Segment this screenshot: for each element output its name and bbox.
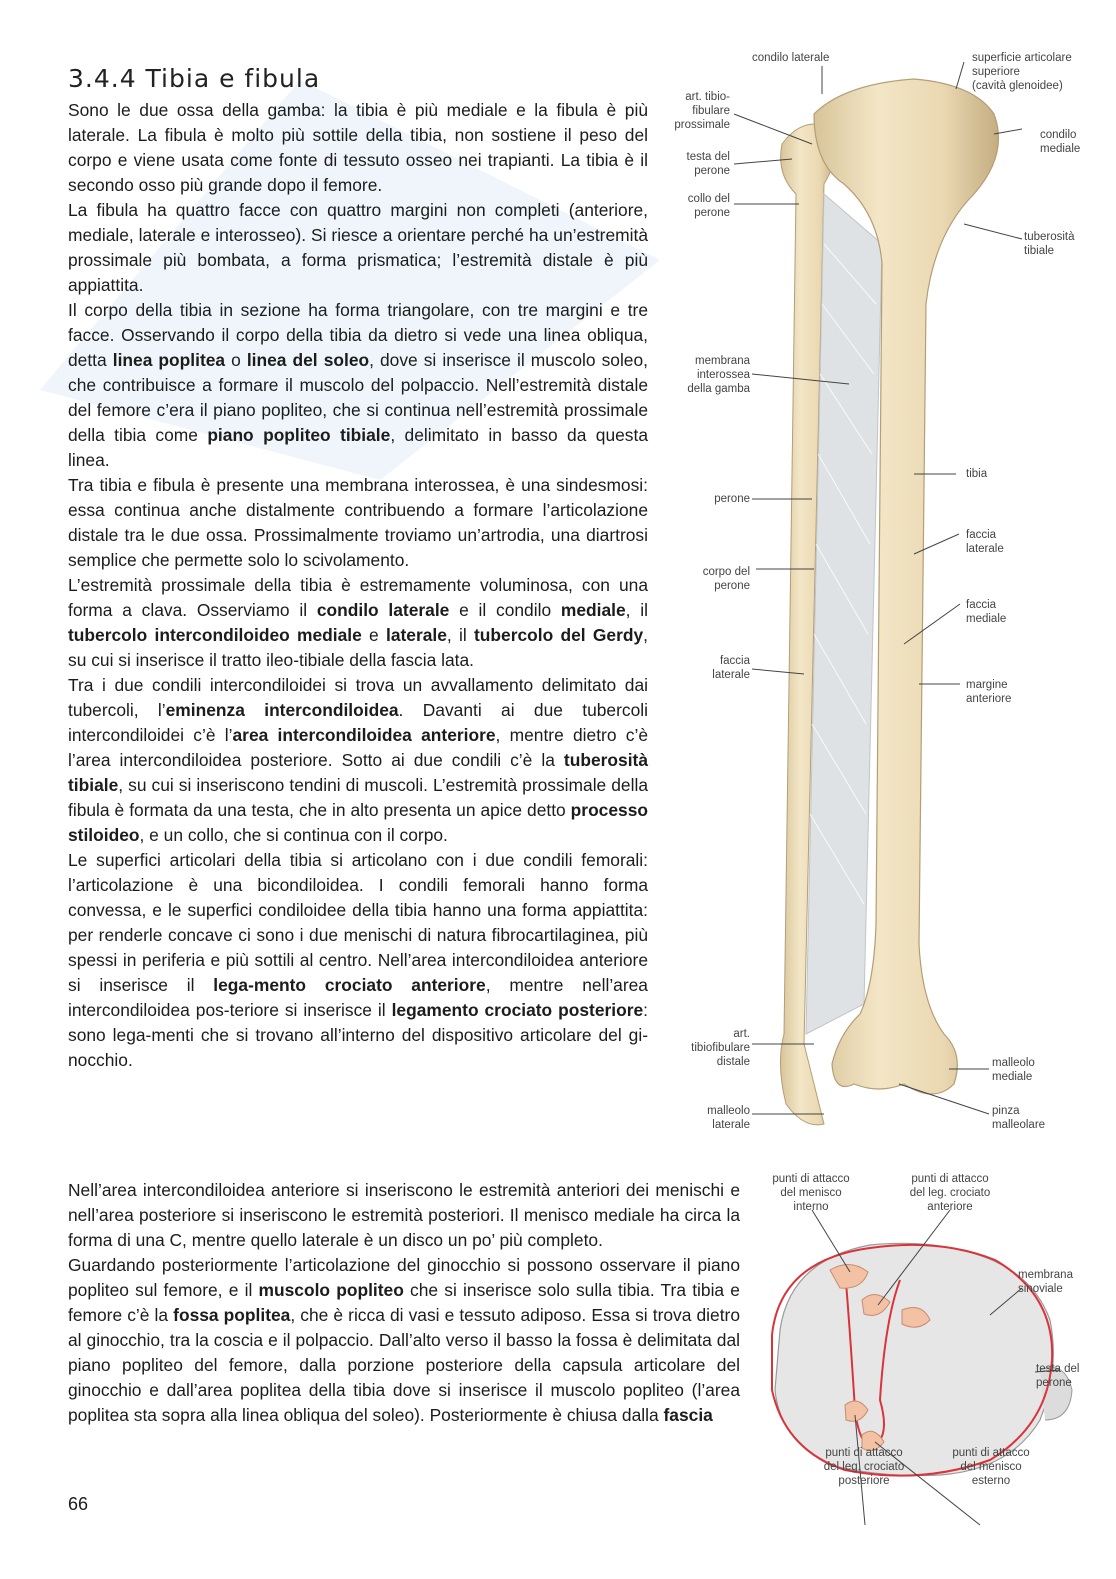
bold-term: legamento crociato posteriore	[391, 1000, 644, 1020]
bold-term: tubercolo intercondiloideo mediale	[68, 625, 362, 645]
bold-term: linea poplitea	[112, 350, 226, 370]
label-testa-perone-knee: testa del perone	[1036, 1363, 1080, 1389]
text-run: L’estremità prossimale della tibia è estremamente voluminosa, con una forma a clava. Osserviamo il	[68, 575, 648, 620]
bold-term: processo stiloideo	[68, 800, 648, 845]
label-art-tibiofibulare-distale: art. tibiofibulare distale	[691, 1028, 750, 1068]
paragraph	[68, 848, 648, 1073]
label-malleolo-mediale: malleolo mediale	[992, 1057, 1035, 1083]
label-art-tibiofibulare-prossimale: art. tibio- fibulare prossimale	[674, 91, 730, 131]
label-condilo-mediale: condilo mediale	[1040, 129, 1081, 155]
text-run: . Davanti ai due tubercoli intercondiloidei c’è l’	[68, 700, 648, 745]
label-faccia-laterale-left: faccia laterale	[712, 655, 750, 681]
bold-term: muscolo popliteo	[258, 1280, 404, 1300]
label-superficie-articolare: superficie articolare superiore (cavità glenoidee)	[972, 52, 1072, 92]
label-faccia-laterale-right: faccia laterale	[966, 529, 1004, 555]
text-run: : sono lega-menti che si trovano all’interno del dispositivo articolare del gi-nocchio.	[68, 1000, 648, 1070]
text-run: , delimitato in basso da questa linea.	[68, 425, 648, 470]
text-run: che si inserisce solo sulla tibia. Tra tibia e femore c’è la	[68, 1280, 740, 1325]
text-run: Guardando posteriormente l’articolazione del ginocchio si possono osservare il piano popliteo sul femore, e il	[68, 1255, 740, 1300]
label-perone: perone	[714, 493, 750, 505]
paragraph	[68, 1178, 740, 1253]
bold-term: lega-mento crociato anteriore	[213, 975, 486, 995]
label-crociato-anteriore: punti di attacco del leg. crociato anteriore	[909, 1173, 991, 1213]
bold-term: fascia	[663, 1405, 713, 1425]
text-run: e il condilo	[449, 600, 561, 620]
text-run: Le superfici articolari della tibia si articolano con i due condili femorali: l’articolazione è una bicondiloidea. I condili femorali hanno forma convessa, e le superfici condiloidee della tibia hanno una forma appiattita: per renderle concave ci sono i due menischi di natura fibrocartilaginea, più spessi in periferia e più sottili al centro. Nell’area intercondiloidea anteriore si inserisce il	[68, 850, 648, 995]
paragraph	[68, 473, 648, 573]
text-run: Il corpo della tibia in sezione ha forma triangolare, con tre margini e tre facce. Osservando il corpo della tibia da dietro si vede una linea obliqua, detta	[68, 300, 648, 370]
paragraph	[68, 673, 648, 848]
bold-term: condilo laterale	[316, 600, 450, 620]
text-run: Nell’area intercondiloidea anteriore si inseriscono le estremità anteriori dei menischi e nell’area posteriore si inseriscono le estremità posteriori. Il menisco mediale ha circa la forma di una C, mentre quello laterale è un disco un po’ più completo.	[68, 1180, 740, 1250]
text-run: , il	[625, 600, 648, 620]
label-tibia: tibia	[966, 468, 988, 480]
label-tuberosita-tibiale: tuberosità tibiale	[1024, 231, 1075, 257]
text-run: , mentre dietro c’è l’area intercondiloidea posteriore. Sotto ai due condili c’è la	[68, 725, 648, 770]
text-run: Sono le due ossa della gamba: la tibia è più mediale e la fibula è più laterale. La fibula è molto più sottile della tibia, non sostiene il peso del corpo e viene usata come fonte di tessuto osseo nei trapianti. La tibia è il secondo osso più grande dopo il femore.	[68, 100, 648, 195]
text-run: , dove si inserisce il muscolo soleo, che contribuisce a formare il muscolo del polpaccio. Nell’estremità distale del femore c’era il piano popliteo, che si continua nell’estremità prossimale della tibia come	[68, 350, 648, 445]
label-pinza-malleolare: pinza malleolare	[992, 1105, 1046, 1131]
label-crociato-posteriore: punti di attacco del leg. crociato posteriore	[823, 1447, 905, 1487]
text-run: , su cui si inseriscono tendini di muscoli. L’estremità prossimale della fibula è formata da una testa, che in alto presenta un apice detto	[68, 775, 648, 820]
label-margine-anteriore: margine anteriore	[966, 679, 1012, 705]
bold-term: tubercolo del Gerdy	[474, 625, 644, 645]
bold-term: linea del soleo	[246, 350, 370, 370]
text-run: , su cui si inserisce il tratto ileo-tibiale della fascia lata.	[68, 625, 648, 670]
bold-term: tuberosità tibiale	[68, 750, 648, 795]
bold-term: area intercondiloidea anteriore	[232, 725, 496, 745]
label-corpo-perone: corpo del perone	[702, 566, 750, 592]
label-membrana-interossea: membrana interossea della gamba	[687, 355, 750, 395]
label-menisco-interno: punti di attacco del menisco interno	[772, 1173, 850, 1213]
body-text-full	[68, 1178, 740, 1428]
text-run: e	[361, 625, 386, 645]
paragraph	[68, 198, 648, 298]
bold-term: mediale	[560, 600, 626, 620]
paragraph	[68, 1253, 740, 1428]
label-condilo-laterale: condilo laterale	[752, 52, 830, 64]
text-run: , mentre nell’area intercondiloidea pos-teriore si inserisce il	[68, 975, 648, 1020]
paragraph	[68, 98, 648, 198]
bold-term: piano popliteo tibiale	[207, 425, 391, 445]
body-text-column	[68, 98, 648, 1073]
bold-term: fossa poplitea	[173, 1305, 291, 1325]
tibia-fibula-illustration	[664, 44, 1104, 1154]
label-testa-perone: testa del perone	[686, 151, 730, 177]
label-collo-perone: collo del perone	[687, 193, 730, 219]
page-number: 66	[68, 1494, 89, 1514]
section-heading: 3.4.4 Tibia e fibula	[68, 64, 321, 93]
label-faccia-mediale: faccia mediale	[966, 599, 1007, 625]
label-menisco-esterno: punti di attacco del menisco esterno	[952, 1447, 1030, 1487]
paragraph	[68, 573, 648, 673]
label-membrana-sinoviale: membrana sinoviale	[1018, 1269, 1073, 1295]
text-run: La fibula ha quattro facce con quattro margini non completi (anteriore, mediale, laterale e interosseo). Si riesce a orientare perché ha un’estremità prossimale più bombata, a forma prismatica; l’estremità distale è più appiattita.	[68, 200, 648, 295]
text-run: , il	[446, 625, 474, 645]
text-run: Tra i due condili intercondiloidei si trova un avvallamento delimitato dai tubercoli, l’	[68, 675, 648, 720]
text-run: o	[225, 350, 247, 370]
tibial-plateau	[775, 1243, 1053, 1475]
bold-term: laterale	[385, 625, 447, 645]
paragraph	[68, 298, 648, 473]
text-run: , che è ricca di vasi e tessuto adiposo. Essa si trova dietro al ginocchio, tra la coscia e il polpaccio. Dall’alto verso il basso la fossa è delimitata dal piano popliteo del femore, dalla porzione posteriore della capsula articolare del ginocchio e dall’area poplitea della tibia dove si inserisce il muscolo popliteo (l’area poplitea sta sopra alla linea obliqua del soleo). Posteriormente è chiusa dalla	[68, 1305, 740, 1425]
label-malleolo-laterale: malleolo laterale	[707, 1105, 750, 1131]
text-run: Tra tibia e fibula è presente una membrana interossea, è una sindesmosi: essa continua anche distalmente contribuendo a formare l’articolazione distale tra le due ossa. Prossimalmente troviamo un’artrodia, una diartrosi semplice che permette solo lo scivolamento.	[68, 475, 648, 570]
text-run: , e un collo, che si continua con il corpo.	[139, 825, 448, 845]
bold-term: eminenza intercondiloidea	[165, 700, 399, 720]
